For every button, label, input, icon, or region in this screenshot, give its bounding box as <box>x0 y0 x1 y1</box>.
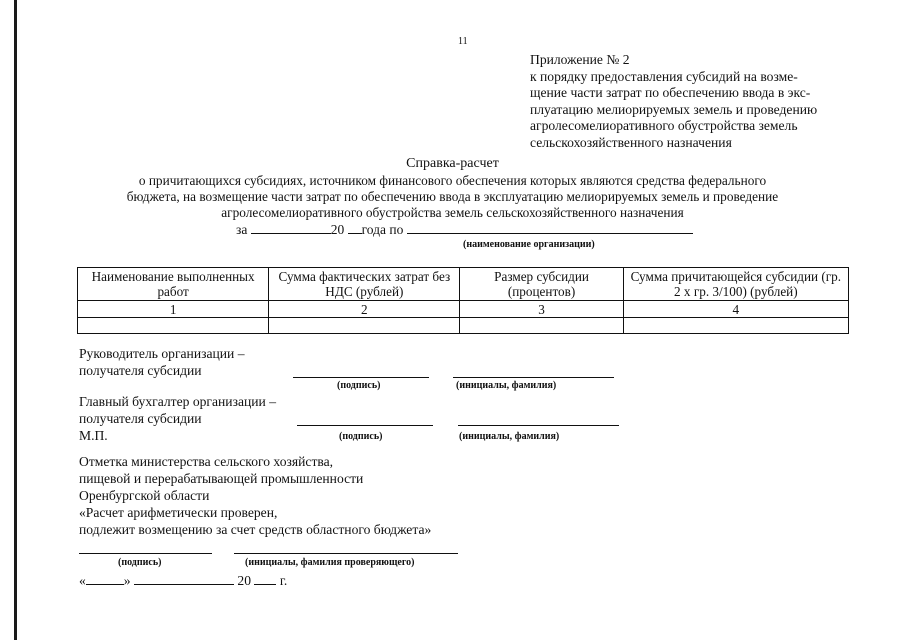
head-name-caption: (инициалы, фамилия) <box>456 380 557 391</box>
ministry-line: Оренбургской области <box>79 488 210 503</box>
appendix-block <box>530 52 870 152</box>
za-label: за <box>236 222 248 237</box>
ministry-line: «Расчет арифметически проверен, <box>79 505 278 520</box>
date-open-quote: « <box>79 573 86 588</box>
table-cell[interactable] <box>623 318 848 334</box>
date-month-blank[interactable] <box>134 572 234 585</box>
subtitle-line: о причитающихся субсидиях, источником финансового обеспечения которых являются средства федерального <box>138 173 767 188</box>
organization-blank[interactable] <box>407 221 693 234</box>
appendix-line: сельскохозяйственного назначения <box>530 134 732 150</box>
table-cell[interactable] <box>269 318 460 334</box>
year-prefix: 20 <box>330 222 345 237</box>
date-day-blank[interactable] <box>86 572 124 585</box>
table-header-row <box>78 268 849 301</box>
head-signature-line[interactable] <box>293 377 429 378</box>
appendix-line: агролесомелиоративного обустройства земель <box>530 118 798 134</box>
appendix-title: Приложение № 2 <box>530 52 630 67</box>
checker-sign-caption: (подпись) <box>118 557 162 568</box>
page-number: 11 <box>458 36 468 47</box>
ministry-line: подлежит возмещению за счет средств областного бюджета» <box>79 522 432 537</box>
checker-name-caption: (инициалы, фамилия проверяющего) <box>245 557 415 568</box>
year-suffix: года по <box>361 222 404 237</box>
document-subtitle <box>0 173 905 221</box>
stamp-label: М.П. <box>79 428 108 443</box>
header-works: Наименование выполненных работ <box>78 268 269 301</box>
checker-signature-line[interactable] <box>79 553 212 554</box>
period-line <box>236 221 693 238</box>
accountant-label-line1: Главный бухгалтер организации – <box>79 394 277 409</box>
header-costs: Сумма фактических затрат без НДС (рублей) <box>269 268 460 301</box>
accountant-signature-line[interactable] <box>297 425 433 426</box>
accountant-sign-caption: (подпись) <box>339 431 383 442</box>
table-cell[interactable] <box>460 318 623 334</box>
accountant-name-caption: (инициалы, фамилия) <box>459 431 560 442</box>
column-number: 3 <box>460 301 623 318</box>
column-number: 1 <box>78 301 269 318</box>
table-cell[interactable] <box>78 318 269 334</box>
head-label-line2: получателя субсидии <box>79 363 202 378</box>
header-rate: Размер субсидии (процентов) <box>460 268 623 301</box>
date-line <box>79 572 287 589</box>
header-subsidy: Сумма причитающейся субсидии (гр. 2 х гр. 3/100) (рублей) <box>623 268 848 301</box>
ministry-line: пищевой и перерабатывающей промышленности <box>79 471 364 486</box>
table-number-row <box>78 301 849 318</box>
column-number: 4 <box>623 301 848 318</box>
date-year-suffix: г. <box>279 573 288 588</box>
checker-name-line[interactable] <box>234 553 458 554</box>
appendix-line: плуатацию мелиорируемых земель и проведению <box>530 101 818 117</box>
document-title: Справка-расчет <box>406 156 499 171</box>
org-caption: (наименование организации) <box>463 239 595 250</box>
calculation-table <box>77 267 849 334</box>
date-close-quote: » <box>123 573 131 588</box>
subtitle-line: агролесомелиоративного обустройства земель сельскохозяйственного назначения <box>221 205 684 220</box>
head-sign-caption: (подпись) <box>337 380 381 391</box>
year-blank[interactable] <box>348 221 362 234</box>
ministry-line: Отметка министерства сельского хозяйства, <box>79 454 334 469</box>
subtitle-line: бюджета, на возмещение части затрат по обеспечению ввода в эксплуатацию мелиорируемых земель и проведение <box>126 189 779 204</box>
column-number: 2 <box>269 301 460 318</box>
appendix-line: к порядку предоставления субсидий на возме- <box>530 68 798 84</box>
date-year-prefix: 20 <box>237 573 251 588</box>
appendix-line: щение части затрат по обеспечению ввода в экс- <box>530 85 811 101</box>
accountant-label-line2: получателя субсидии <box>79 411 202 426</box>
head-name-line[interactable] <box>453 377 614 378</box>
date-year-blank[interactable] <box>254 572 276 585</box>
accountant-name-line[interactable] <box>458 425 619 426</box>
binder-edge <box>14 0 17 640</box>
head-label-line1: Руководитель организации – <box>79 346 245 361</box>
table-row <box>78 318 849 334</box>
period-blank[interactable] <box>251 221 331 234</box>
